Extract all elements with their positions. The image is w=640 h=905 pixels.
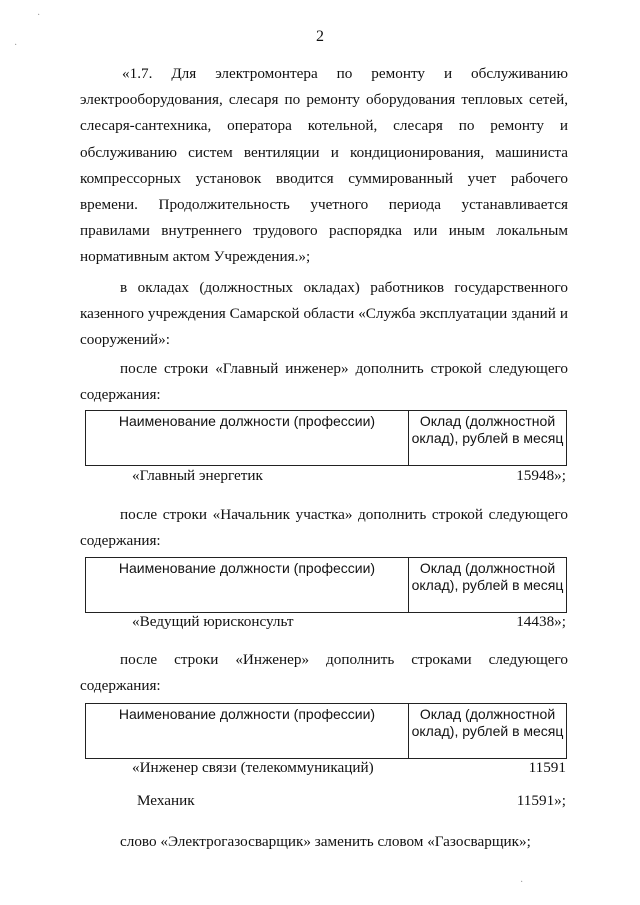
position-name: «Главный энергетик xyxy=(132,467,263,484)
column-header-salary: Оклад (должностной оклад), рублей в месяц xyxy=(409,704,567,759)
page-number: 2 xyxy=(316,28,324,45)
salary-table-header xyxy=(85,557,567,613)
column-header-position: Наименование должности (профессии) xyxy=(86,704,409,759)
column-header-position: Наименование должности (профессии) xyxy=(86,558,409,613)
position-name: «Ведущий юрисконсульт xyxy=(132,613,294,630)
column-header-salary: Оклад (должностной оклад), рублей в месяц xyxy=(409,558,567,613)
column-header-salary: Оклад (должностной оклад), рублей в месяц xyxy=(409,411,567,466)
salary-table-header xyxy=(85,410,567,466)
position-name: Механик xyxy=(137,792,195,809)
salary-table-header xyxy=(85,703,567,759)
section-intro: после строки «Инженер» дополнить строками следующего содержания: xyxy=(80,651,568,695)
scan-speck: · xyxy=(14,40,18,51)
scan-speck: · xyxy=(37,10,41,21)
table-row xyxy=(80,792,568,814)
scan-speck: · xyxy=(520,877,524,888)
paragraph-replace-word: слово «Электрогазосварщик» заменить словом «Газосварщик»; xyxy=(120,833,531,850)
table-row xyxy=(80,759,568,781)
table-row xyxy=(80,467,568,489)
position-name: «Инженер связи (телекоммуникаций) xyxy=(132,759,374,776)
column-header-position: Наименование должности (профессии) xyxy=(86,411,409,466)
section-intro: после строки «Главный инженер» дополнить строкой следующего содержания: xyxy=(80,360,568,404)
paragraph-1-7: «1.7. Для электромонтера по ремонту и обслуживанию электрооборудования, слесаря по ремонту оборудования тепловых сетей, слесаря-сантехника, оператора котельной, слесаря по ремонту и обслуживанию систем вентиляции и кондиционирования, машиниста компрессорных установок вводится суммированный учет рабочего времени. Продолжительность учетного периода устанавливается правилами внутреннего трудового распорядка или иным локальным нормативным актом Учреждения.»; xyxy=(80,65,568,266)
salary-value: 11591»; xyxy=(516,792,566,809)
paragraph-salaries-intro: в окладах (должностных окладах) работников государственного казенного учреждения Самарской области «Служба эксплуатации зданий и сооружений»: xyxy=(80,279,568,349)
salary-value: 15948»; xyxy=(516,467,566,484)
section-intro: после строки «Начальник участка» дополнить строкой следующего содержания: xyxy=(80,506,568,550)
salary-value: 14438»; xyxy=(516,613,566,630)
table-row xyxy=(80,613,568,635)
salary-value: 11591 xyxy=(528,759,566,776)
